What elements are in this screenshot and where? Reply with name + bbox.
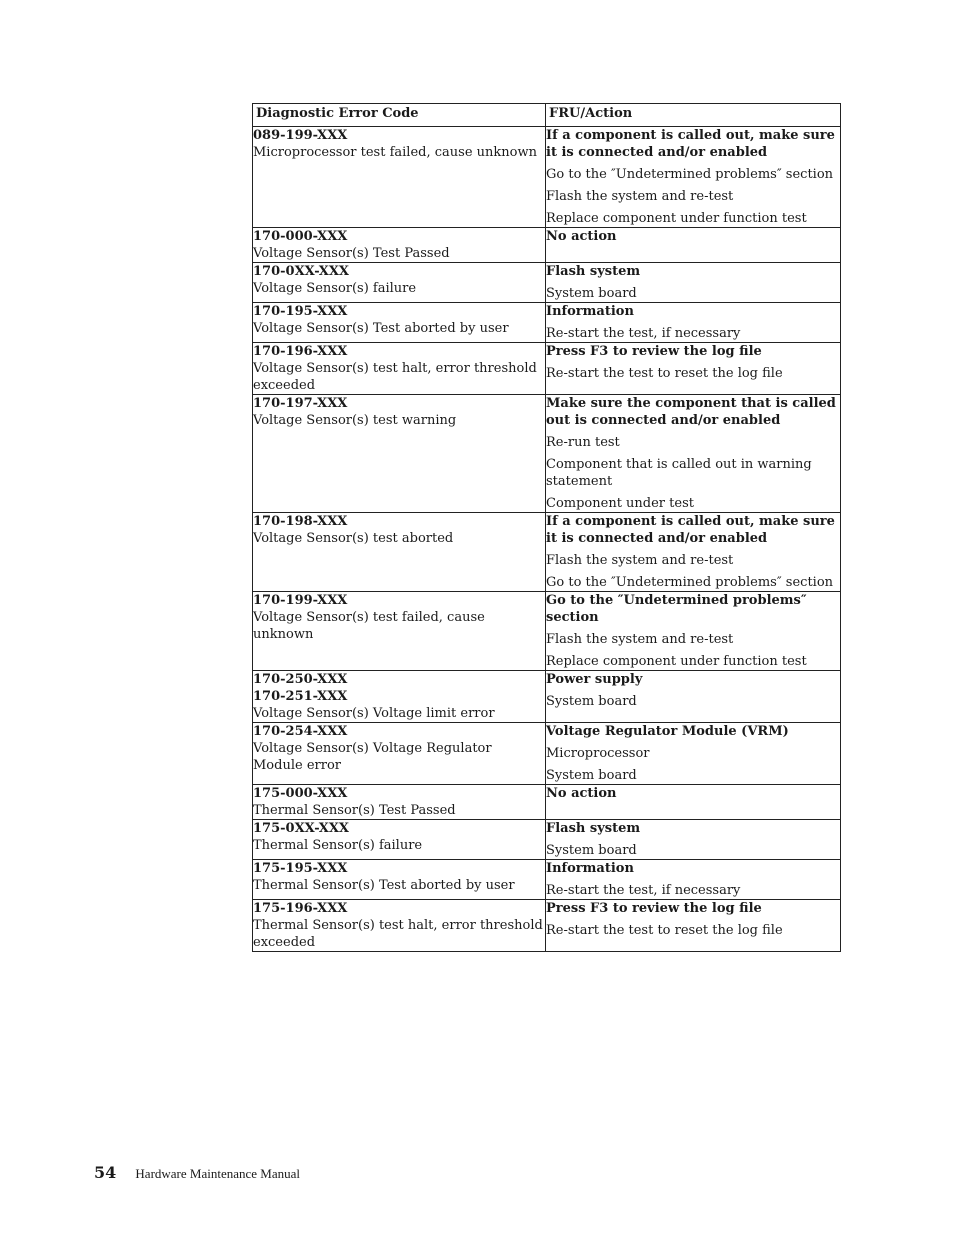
fru-action-cell	[546, 513, 841, 592]
fru-action-item: Go to the ″Undetermined problems″ section	[546, 575, 834, 590]
error-description: Thermal Sensor(s) failure	[253, 838, 423, 853]
fru-action-item: Microprocessor	[546, 746, 650, 761]
fru-action-primary: Go to the ″Undetermined problems″ section	[546, 593, 807, 625]
error-code: 170-198-XXX	[253, 514, 348, 529]
fru-action-primary: Information	[546, 304, 634, 319]
table-row	[253, 592, 841, 671]
page-footer	[94, 1163, 300, 1182]
error-description: Microprocessor test failed, cause unknown	[253, 145, 537, 160]
error-code-cell	[253, 395, 546, 513]
table-row	[253, 395, 841, 513]
fru-action-primary: Make sure the component that is called out is connected and/or enabled	[546, 396, 836, 428]
fru-action-item: Replace component under function test	[546, 654, 807, 669]
fru-action-item: System board	[546, 843, 637, 858]
fru-action-primary: Press F3 to review the log file	[546, 901, 762, 916]
fru-action-primary: Power supply	[546, 672, 643, 687]
error-code-cell	[253, 820, 546, 860]
page-number: 54	[94, 1163, 117, 1182]
table-row	[253, 303, 841, 343]
error-code-cell	[253, 263, 546, 303]
fru-action-primary: If a component is called out, make sure it is connected and/or enabled	[546, 128, 835, 160]
fru-action-primary: Voltage Regulator Module (VRM)	[546, 724, 789, 739]
fru-action-primary: Press F3 to review the log file	[546, 344, 762, 359]
fru-action-cell	[546, 900, 841, 952]
fru-action-item: System board	[546, 286, 637, 301]
error-code-cell	[253, 303, 546, 343]
error-code-cell	[253, 671, 546, 723]
manual-title: Hardware Maintenance Manual	[135, 1166, 300, 1181]
header-fru-action: FRU/Action	[546, 104, 841, 127]
error-description: Voltage Sensor(s) test failed, cause unknown	[253, 610, 485, 642]
error-code-cell	[253, 127, 546, 228]
table-body	[253, 127, 841, 952]
table-row	[253, 900, 841, 952]
error-description: Voltage Sensor(s) test halt, error threshold exceeded	[253, 361, 537, 393]
fru-action-cell	[546, 592, 841, 671]
fru-action-primary: No action	[546, 786, 617, 801]
error-description: Voltage Sensor(s) test aborted	[253, 531, 454, 546]
fru-action-item: System board	[546, 694, 637, 709]
table-row	[253, 820, 841, 860]
fru-action-primary: Flash system	[546, 264, 641, 279]
table-row	[253, 263, 841, 303]
fru-action-item: Flash the system and re-test	[546, 632, 734, 647]
table-row	[253, 228, 841, 263]
error-description: Thermal Sensor(s) Test aborted by user	[253, 878, 515, 893]
error-code: 170-251-XXX	[253, 689, 348, 704]
error-code: 175-0XX-XXX	[253, 821, 349, 836]
error-code-cell	[253, 900, 546, 952]
error-code: 089-199-XXX	[253, 128, 348, 143]
error-code: 175-196-XXX	[253, 901, 348, 916]
error-code: 175-000-XXX	[253, 786, 348, 801]
error-code-cell	[253, 723, 546, 785]
error-code-cell	[253, 513, 546, 592]
fru-action-primary: No action	[546, 229, 617, 244]
table-row	[253, 513, 841, 592]
fru-action-cell	[546, 263, 841, 303]
error-description: Voltage Sensor(s) Voltage limit error	[253, 706, 495, 721]
fru-action-item: Re-start the test, if necessary	[546, 883, 741, 898]
fru-action-item: Re-start the test to reset the log file	[546, 923, 783, 938]
fru-action-cell	[546, 820, 841, 860]
fru-action-primary: Information	[546, 861, 634, 876]
fru-action-item: Component under test	[546, 496, 694, 511]
error-description: Voltage Sensor(s) Voltage Regulator Module error	[253, 741, 492, 773]
error-code-cell	[253, 343, 546, 395]
fru-action-cell	[546, 303, 841, 343]
fru-action-primary: If a component is called out, make sure it is connected and/or enabled	[546, 514, 835, 546]
error-code: 170-195-XXX	[253, 304, 348, 319]
fru-action-cell	[546, 671, 841, 723]
error-code-cell	[253, 785, 546, 820]
diagnostic-error-table	[252, 103, 841, 952]
error-code: 170-250-XXX	[253, 672, 348, 687]
fru-action-item: Re-start the test, if necessary	[546, 326, 741, 341]
table-row	[253, 860, 841, 900]
error-code: 170-196-XXX	[253, 344, 348, 359]
error-description: Thermal Sensor(s) Test Passed	[253, 803, 456, 818]
error-code: 170-197-XXX	[253, 396, 348, 411]
table-row	[253, 785, 841, 820]
fru-action-item: Re-start the test to reset the log file	[546, 366, 783, 381]
error-code: 175-195-XXX	[253, 861, 348, 876]
fru-action-cell	[546, 127, 841, 228]
error-code-cell	[253, 860, 546, 900]
fru-action-item: Go to the ″Undetermined problems″ section	[546, 167, 834, 182]
error-code: 170-254-XXX	[253, 724, 348, 739]
error-description: Voltage Sensor(s) test warning	[253, 413, 457, 428]
error-code: 170-000-XXX	[253, 229, 348, 244]
fru-action-primary: Flash system	[546, 821, 641, 836]
fru-action-cell	[546, 343, 841, 395]
table-row	[253, 723, 841, 785]
fru-action-cell	[546, 860, 841, 900]
fru-action-item: Component that is called out in warning statement	[546, 457, 812, 489]
fru-action-item: Flash the system and re-test	[546, 553, 734, 568]
table-row	[253, 343, 841, 395]
fru-action-item: Replace component under function test	[546, 211, 807, 226]
header-diagnostic-error-code: Diagnostic Error Code	[253, 104, 546, 127]
error-description: Voltage Sensor(s) failure	[253, 281, 417, 296]
error-code: 170-0XX-XXX	[253, 264, 349, 279]
fru-action-item: Flash the system and re-test	[546, 189, 734, 204]
error-description: Voltage Sensor(s) Test Passed	[253, 246, 450, 261]
error-code-cell	[253, 592, 546, 671]
error-description: Voltage Sensor(s) Test aborted by user	[253, 321, 509, 336]
error-description: Thermal Sensor(s) test halt, error threshold exceeded	[253, 918, 543, 950]
fru-action-cell	[546, 785, 841, 820]
table-header-row	[253, 104, 841, 127]
error-code-cell	[253, 228, 546, 263]
fru-action-item: System board	[546, 768, 637, 783]
error-code: 170-199-XXX	[253, 593, 348, 608]
fru-action-cell	[546, 723, 841, 785]
fru-action-cell	[546, 395, 841, 513]
table-row	[253, 671, 841, 723]
fru-action-item: Re-run test	[546, 435, 620, 450]
fru-action-cell	[546, 228, 841, 263]
table-row	[253, 127, 841, 228]
